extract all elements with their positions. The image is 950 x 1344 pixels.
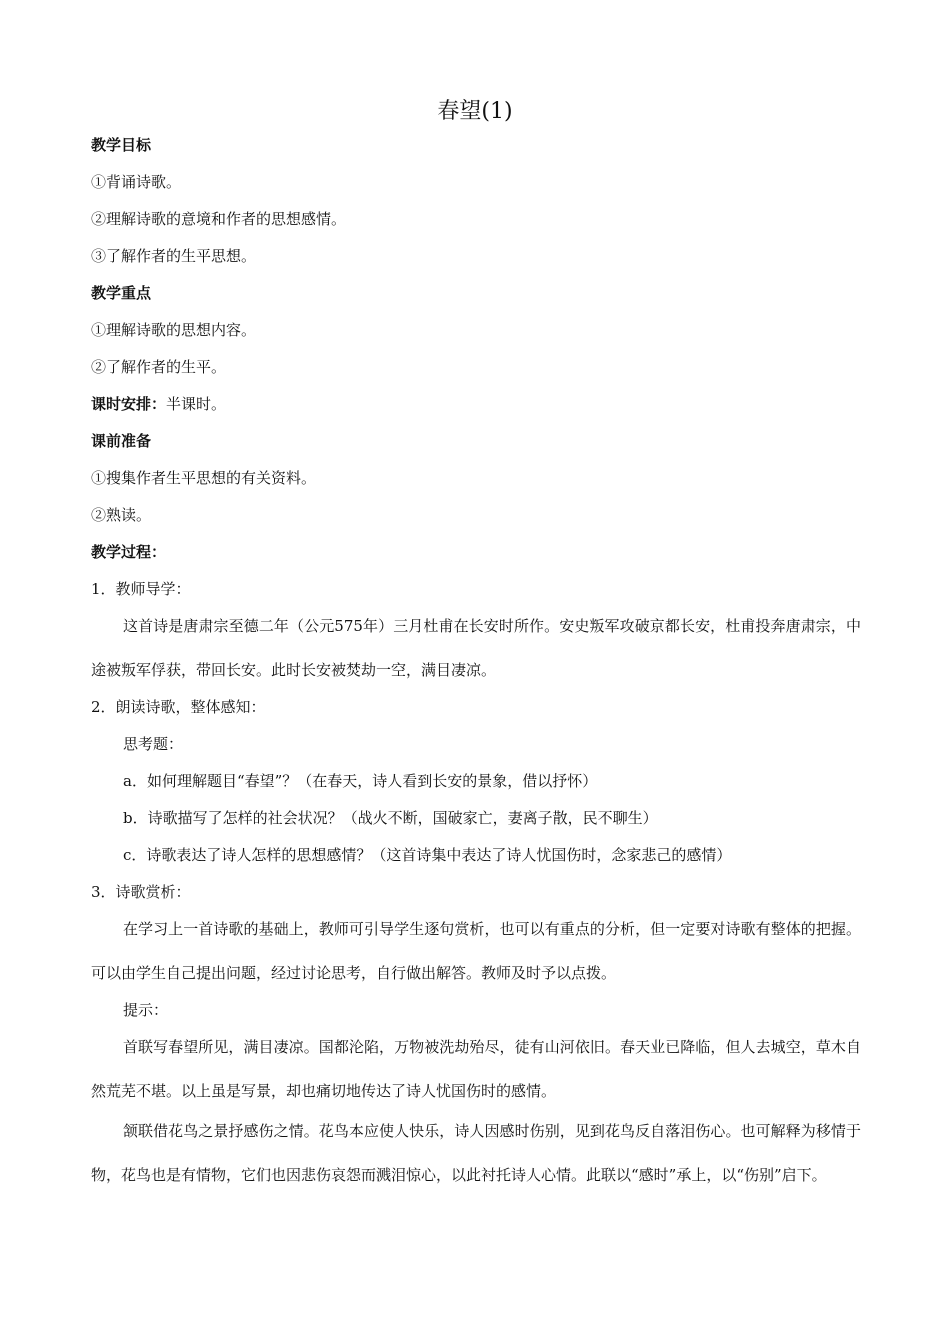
preparation-item-2: ②熟读。 [91,506,152,524]
preparation-item-1: ①搜集作者生平思想的有关资料。 [91,469,317,487]
document-body [91,127,861,1194]
question-c: c．诗歌表达了诗人怎样的思想感情？（这首诗集中表达了诗人忧国伤时，念家悲己的感情） [123,846,732,864]
step1-paragraph: 这首诗是唐肃宗至德二年（公元575年）三月杜甫在长安时所作。安史叛军攻破京都长安，杜甫投奔唐肃宗，中途被叛军俘获，带回长安。此时长安被焚劫一空，满目凄凉。 [91,617,861,679]
objective-item-3: ③了解作者的生平思想。 [91,247,257,265]
step3-heading: 3．诗歌赏析： [91,883,191,901]
objective-item-2: ②理解诗歌的意境和作者的思想感情。 [91,210,347,228]
step3-paragraph-3: 颔联借花鸟之景抒感伤之情。花鸟本应使人快乐，诗人因感时伤别，见到花鸟反自落泪伤心。也可解释为移情于物，花鸟也是有情物，它们也因悲伤哀怨而溅泪惊心，以此衬托诗人心情。此联以“感时”承上，以“伤别”启下。 [91,1122,861,1184]
objective-item-1: ①背诵诗歌。 [91,173,182,191]
objectives-heading: 教学目标 [91,136,152,154]
question-b: b．诗歌描写了怎样的社会状况？（战火不断，国破家亡，妻离子散，民不聊生） [123,809,658,827]
step3-paragraph-2: 首联写春望所见，满目凄凉。国都沦陷，万物被洗劫殆尽，徒有山河依旧。春天业已降临，但人去城空，草木自然荒芜不堪。以上虽是写景，却也痛切地传达了诗人忧国伤时的感情。 [91,1038,861,1100]
key-point-item-1: ①理解诗歌的思想内容。 [91,321,257,339]
schedule-line [91,386,861,423]
hint-label: 提示： [123,1001,169,1019]
step2-heading: 2．朗读诗歌，整体感知： [91,698,266,716]
schedule-value: 半课时。 [166,395,227,413]
process-heading: 教学过程： [91,543,167,561]
question-a: a．如何理解题目“春望”？（在春天，诗人看到长安的景象，借以抒怀） [123,772,598,790]
key-points-heading: 教学重点 [91,284,152,302]
key-point-item-2: ②了解作者的生平。 [91,358,227,376]
step3-paragraph-1: 在学习上一首诗歌的基础上，教师可引导学生逐句赏析，也可以有重点的分析，但一定要对诗歌有整体的把握。可以由学生自己提出问题，经过讨论思考，自行做出解答。教师及时予以点拨。 [91,920,861,982]
schedule-label: 课时安排： [91,395,167,413]
step2-subheading: 思考题： [123,735,184,753]
preparation-heading: 课前准备 [91,432,152,450]
step1-heading: 1．教师导学： [91,580,191,598]
document-title: 春望(1) [437,99,513,124]
